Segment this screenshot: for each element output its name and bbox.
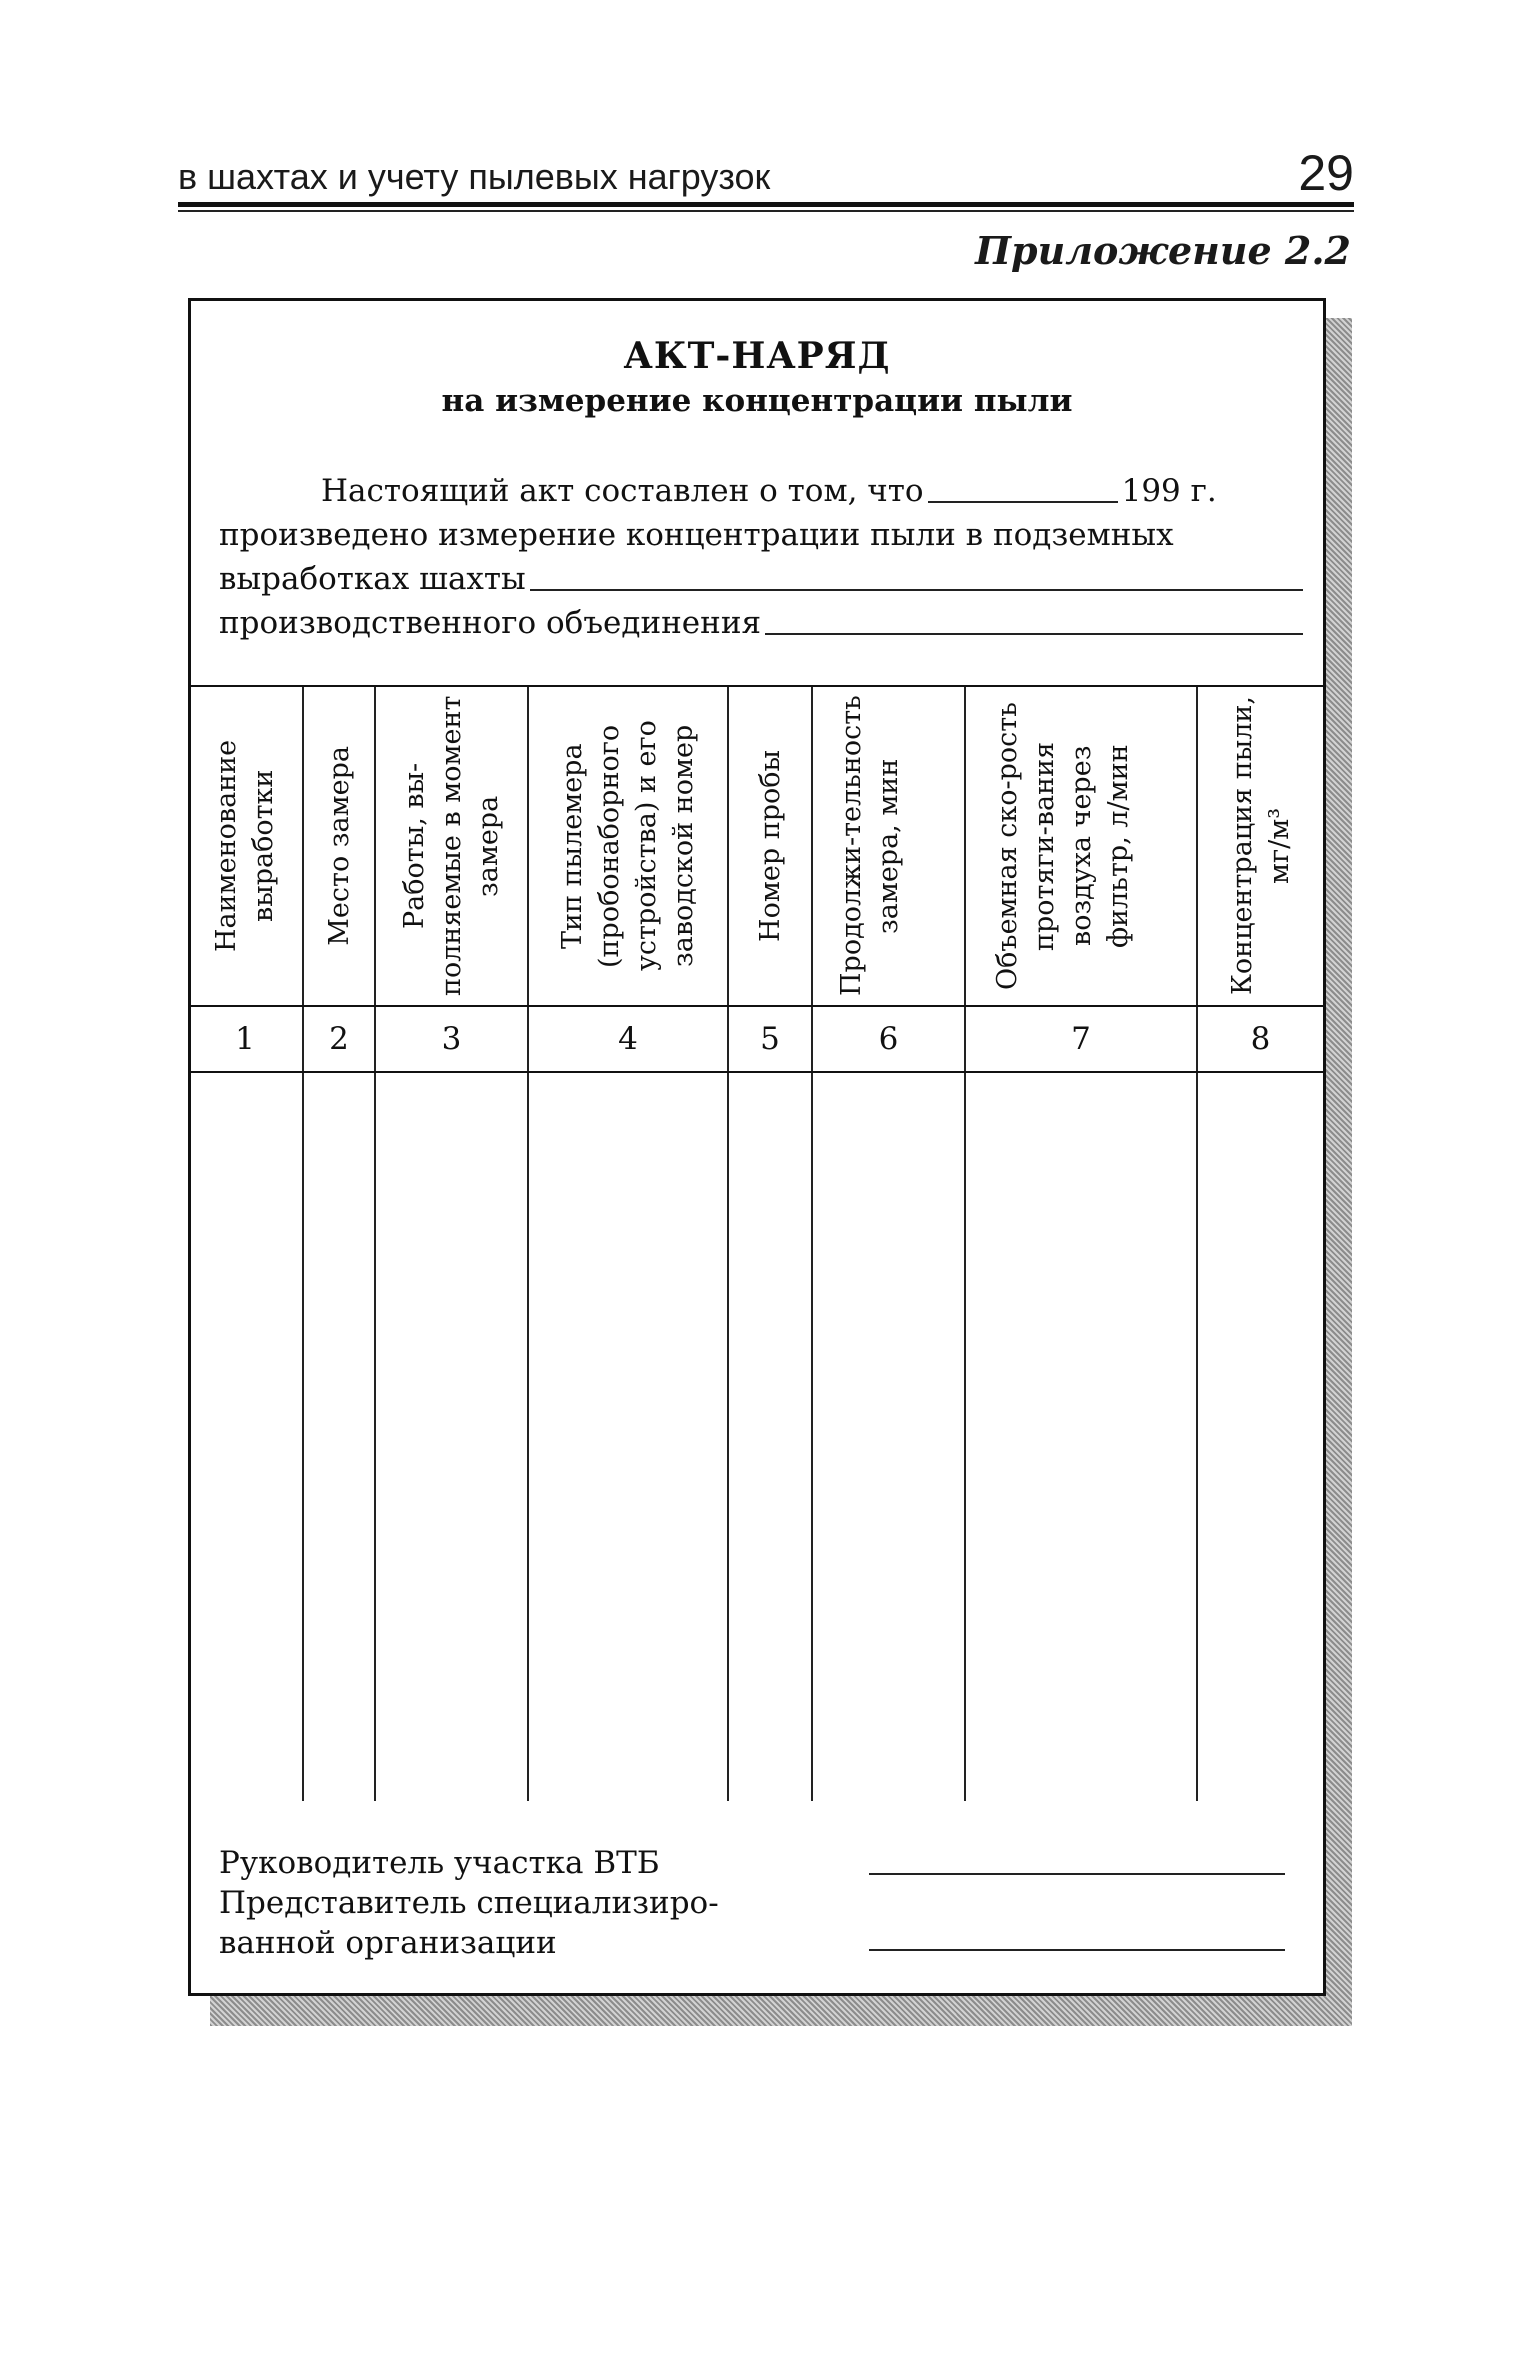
running-head bbox=[178, 145, 1354, 201]
column-number-6: 6 bbox=[878, 1021, 899, 1057]
intro-line-3-text: выработках шахты bbox=[219, 561, 526, 597]
form-frame bbox=[188, 298, 1326, 1996]
column-header-1 bbox=[188, 687, 302, 1005]
column-number-3: 3 bbox=[441, 1021, 462, 1057]
form-title: АКТ-НАРЯД bbox=[623, 335, 891, 377]
signature-row-head bbox=[219, 1843, 1319, 1883]
column-number-8: 8 bbox=[1250, 1021, 1271, 1057]
column-header-7 bbox=[966, 687, 1196, 1005]
column-number-7: 7 bbox=[1071, 1021, 1091, 1057]
column-header-5 bbox=[729, 687, 811, 1005]
header-rule-thin bbox=[178, 210, 1354, 212]
intro-line-4 bbox=[219, 601, 1307, 645]
number-row-bottom-rule bbox=[188, 1071, 1326, 1073]
association-blank bbox=[765, 632, 1303, 635]
signature-row-representative-2 bbox=[219, 1923, 1319, 1963]
column-divider bbox=[374, 687, 376, 1801]
running-head-title: в шахтах и учету пылевых нагрузок bbox=[178, 156, 771, 197]
column-divider bbox=[1196, 687, 1198, 1801]
column-divider bbox=[727, 687, 729, 1801]
intro-line-1-end: 199 г. bbox=[1121, 473, 1217, 509]
column-header-4 bbox=[529, 687, 727, 1005]
column-divider bbox=[302, 687, 304, 1801]
representative-label-line-1: Представитель специализиро- bbox=[219, 1885, 719, 1921]
measurement-table bbox=[188, 685, 1326, 1799]
column-header-8-text: Концентрация пыли, мг/м³ bbox=[1226, 696, 1295, 996]
column-number-4: 4 bbox=[618, 1021, 638, 1057]
head-of-section-label: Руководитель участка ВТБ bbox=[219, 1845, 660, 1881]
date-blank bbox=[928, 500, 1118, 503]
column-divider bbox=[964, 687, 966, 1801]
intro-line-4-text: производственного объединения bbox=[219, 605, 762, 641]
intro-line-2-text: произведено измерение концентрации пыли в подземных bbox=[219, 517, 1174, 553]
representative-signature-line bbox=[869, 1949, 1285, 1951]
intro-line-1-start: Настоящий акт составлен о том, что bbox=[321, 473, 924, 509]
column-header-5-text: Номер пробы bbox=[754, 750, 786, 942]
header-rule bbox=[178, 202, 1354, 207]
appendix-label: Приложение 2.2 bbox=[975, 228, 1351, 273]
representative-label-line-2: ванной организации bbox=[219, 1925, 557, 1961]
column-header-2-text: Место замера bbox=[323, 746, 355, 946]
column-header-3-text: Работы, вы-полняемые в момент замера bbox=[399, 695, 504, 997]
column-header-8 bbox=[1198, 687, 1323, 1005]
mine-blank bbox=[530, 588, 1303, 591]
page-number: 29 bbox=[1298, 145, 1354, 201]
intro-line-2 bbox=[219, 513, 1307, 557]
intro-paragraph bbox=[219, 469, 1307, 645]
intro-line-1 bbox=[219, 469, 1307, 513]
column-header-6-text: Продолжи-тельность замера, мин bbox=[836, 695, 904, 997]
column-header-3 bbox=[376, 687, 527, 1005]
form-subtitle: на измерение концентрации пыли bbox=[441, 383, 1073, 419]
column-divider bbox=[527, 687, 529, 1801]
column-number-5: 5 bbox=[760, 1021, 780, 1057]
column-header-6 bbox=[813, 687, 964, 1005]
column-header-1-text: Наименование выработки bbox=[211, 739, 279, 953]
signature-block bbox=[219, 1843, 1319, 1963]
column-divider bbox=[811, 687, 813, 1801]
intro-line-3 bbox=[219, 557, 1307, 601]
column-number-2: 2 bbox=[329, 1021, 349, 1057]
column-header-4-text: Тип пылемера (пробонаборного устройства) и его заводской номер bbox=[557, 720, 699, 972]
column-header-2 bbox=[304, 687, 374, 1005]
column-header-7-text: Объемная ско-рость протяги-вания воздуха через фильтр, л/мин bbox=[991, 702, 1134, 990]
head-signature-line bbox=[869, 1873, 1285, 1875]
column-number-1: 1 bbox=[235, 1021, 255, 1057]
signature-row-representative bbox=[219, 1883, 1319, 1923]
